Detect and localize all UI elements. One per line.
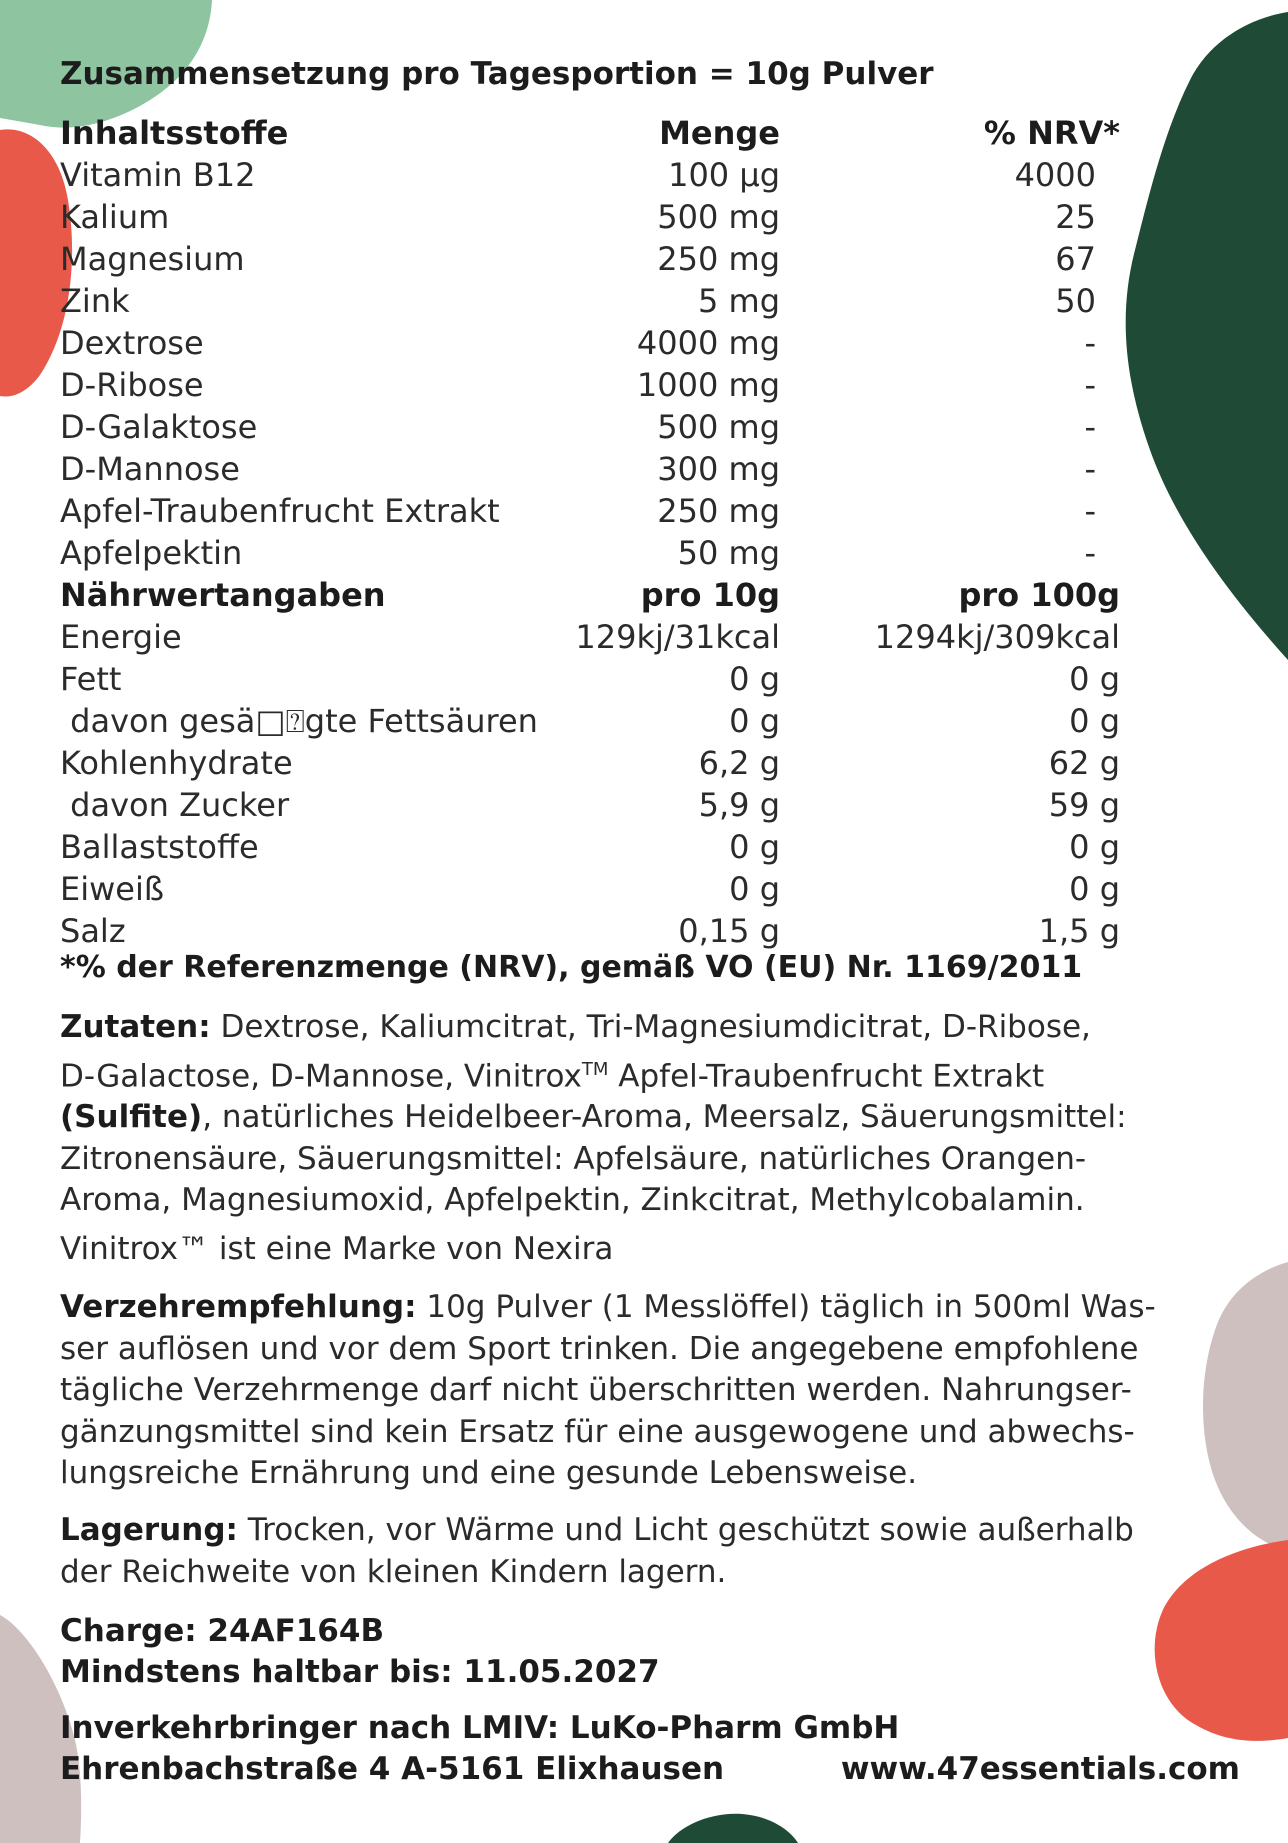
table-row (60, 616, 1120, 658)
best-before-date: Mindstens haltbar bis: 11.05.2027 (60, 1654, 660, 1690)
header-per-100g: pro 100g (958, 576, 1120, 614)
cell-nrv: - (1084, 450, 1096, 488)
table-row (60, 406, 1120, 448)
cell-nrv: 67 (1055, 240, 1096, 278)
zutaten-text: , natürliches Heidelbeer-Aroma, Meersalz, Säuerungsmittel: (202, 1099, 1127, 1136)
lagerung-label: Lagerung: (60, 1512, 238, 1548)
table-row (60, 784, 1120, 826)
table-row (60, 280, 1120, 322)
header-nutrient: Nährwertangaben (60, 576, 386, 614)
cell-name: davon Zucker (60, 786, 290, 824)
cell-per-100g: 0 g (1069, 870, 1120, 908)
charge-number: Charge: 24AF164B (60, 1613, 385, 1649)
distributor-address: Ehrenbachstraße 4 A-5161 Elixhausen (60, 1751, 725, 1787)
cell-per-10g: 0 g (729, 828, 780, 866)
cell-nrv: - (1084, 324, 1096, 362)
zutaten-text: D-Galactose, D-Mannose, Vinitrox (60, 1057, 582, 1094)
cell-nrv: - (1084, 492, 1096, 530)
cell-name: Magnesium (60, 240, 245, 278)
cell-per-10g: 129kj/31kcal (575, 618, 780, 656)
cell-name: Ballaststoffe (60, 828, 259, 866)
cell-amount: 100 µg (668, 156, 780, 194)
vinitrox-text: Vinitrox™ ist eine Marke von Nexira (60, 1231, 614, 1267)
verzehr-text: tägliche Verzehrmenge darf nicht überschritten werden. Nahrungser- (60, 1372, 1132, 1408)
cell-amount: 4000 mg (636, 324, 780, 362)
cell-name: Dextrose (60, 324, 204, 362)
sulfite-allergen: (Sulfite) (60, 1099, 203, 1136)
cell-per-10g: 0 g (729, 660, 780, 698)
usage-paragraph (60, 1287, 1210, 1495)
cell-name: Fett (60, 660, 122, 698)
cell-name: Kalium (60, 198, 170, 236)
header-amount: Menge (659, 114, 780, 152)
cell-per-100g: 0 g (1069, 660, 1120, 698)
cell-per-100g: 1294kj/309kcal (874, 618, 1120, 656)
cell-amount: 250 mg (657, 240, 780, 278)
cell-name: Kohlenhydrate (60, 744, 293, 782)
cell-name: Zink (60, 282, 130, 320)
distributor-info (60, 1708, 899, 1790)
cell-name: D-Galaktose (60, 408, 258, 446)
ingredients-header (60, 112, 1120, 154)
zutaten-label: Zutaten: (60, 1009, 211, 1045)
table-row (60, 196, 1120, 238)
cell-name: davon gesä□⍰gte Fettsäuren (60, 702, 538, 740)
vinitrox-note (60, 1229, 1210, 1271)
cell-amount: 5 mg (697, 282, 780, 320)
verzehr-text: 10g Pulver (1 Messlöffel) täglich in 500ml Was- (416, 1289, 1156, 1325)
header-per-10g: pro 10g (640, 576, 780, 614)
cell-amount: 500 mg (657, 198, 780, 236)
cell-per-10g: 0,15 g (678, 912, 780, 950)
cell-amount: 1000 mg (636, 366, 780, 404)
cell-per-100g: 0 g (1069, 702, 1120, 740)
distributor-name: Inverkehrbringer nach LMIV: LuKo-Pharm GmbH (60, 1710, 900, 1746)
ingredients-paragraph (60, 1007, 1210, 1222)
cell-name: Apfel-Traubenfrucht Extrakt (60, 492, 500, 530)
header-nrv: % NRV* (983, 114, 1120, 152)
cell-amount: 500 mg (657, 408, 780, 446)
verzehr-label: Verzehrempfehlung: (60, 1289, 417, 1325)
cell-name: Salz (60, 912, 126, 950)
verzehr-text: lungsreiche Ernährung und eine gesunde Lebensweise. (60, 1455, 918, 1491)
cell-nrv: - (1084, 366, 1096, 404)
cell-amount: 250 mg (657, 492, 780, 530)
cell-per-100g: 0 g (1069, 828, 1120, 866)
green-dark-bottom-blob (668, 1814, 798, 1843)
table-row (60, 910, 1120, 952)
header-ingredient: Inhaltsstoffe (60, 114, 289, 152)
nutrition-header (60, 574, 1120, 616)
table-row (60, 532, 1120, 574)
table-row (60, 364, 1120, 406)
page-title: Zusammensetzung pro Tagesportion = 10g Pulver (60, 56, 934, 92)
cell-name: D-Mannose (60, 450, 240, 488)
cell-per-100g: 1,5 g (1038, 912, 1120, 950)
zutaten-text: Zitronensäure, Säuerungsmittel: Apfelsäure, natürliches Orangen- (60, 1140, 1087, 1177)
nrv-footnote: *% der Referenzmenge (NRV), gemäß VO (EU) Nr. 1169/2011 (60, 950, 1083, 985)
cell-nrv: 4000 (1014, 156, 1096, 194)
cell-per-10g: 5,9 g (698, 786, 780, 824)
cell-name: Vitamin B12 (60, 156, 256, 194)
table-row (60, 154, 1120, 196)
website-link[interactable]: www.47essentials.com (840, 1751, 1240, 1787)
lagerung-text: der Reichweite von kleinen Kindern lagern. (60, 1553, 727, 1590)
cell-per-10g: 0 g (729, 702, 780, 740)
mauve-right-blob (1203, 1262, 1288, 1550)
cell-per-100g: 62 g (1048, 744, 1120, 782)
table-row (60, 238, 1120, 280)
cell-per-100g: 59 g (1048, 786, 1120, 824)
table-row (60, 700, 1120, 742)
verzehr-text: ser auflösen und vor dem Sport trinken. Die angegebene empfohlene (60, 1330, 1139, 1367)
table-row (60, 658, 1120, 700)
green-dark-blob (1126, 12, 1288, 660)
table-row (60, 322, 1120, 364)
zutaten-text: Dextrose, Kaliumcitrat, Tri-Magnesiumdicitrat, D-Ribose, (210, 1009, 1091, 1045)
table-row (60, 742, 1120, 784)
zutaten-text: Aroma, Magnesiumoxid, Apfelpektin, Zinkcitrat, Methylcobalamin. (60, 1182, 1085, 1219)
storage-paragraph (60, 1510, 1210, 1593)
cell-name: Apfelpektin (60, 534, 243, 572)
cell-per-10g: 0 g (729, 870, 780, 908)
trademark-sup: TM (581, 1058, 609, 1080)
table-row (60, 448, 1120, 490)
zutaten-text: Apfel-Traubenfrucht Extrakt (608, 1057, 1045, 1094)
verzehr-text: gänzungsmittel sind kein Ersatz für eine ausgewogene und abwechs- (60, 1413, 1135, 1450)
table-row (60, 826, 1120, 868)
cell-nrv: 25 (1055, 198, 1096, 236)
batch-info (60, 1611, 660, 1693)
cell-nrv: 50 (1055, 282, 1096, 320)
cell-name: D-Ribose (60, 366, 204, 404)
cell-amount: 300 mg (657, 450, 780, 488)
cell-per-10g: 6,2 g (698, 744, 780, 782)
cell-nrv: - (1084, 408, 1096, 446)
cell-nrv: - (1084, 534, 1096, 572)
lagerung-text: Trocken, vor Wärme und Licht geschützt sowie außerhalb (237, 1512, 1134, 1548)
table-row (60, 868, 1120, 910)
cell-name: Eiweiß (60, 870, 165, 908)
cell-amount: 50 mg (677, 534, 780, 572)
cell-name: Energie (60, 618, 182, 656)
table-row (60, 490, 1120, 532)
